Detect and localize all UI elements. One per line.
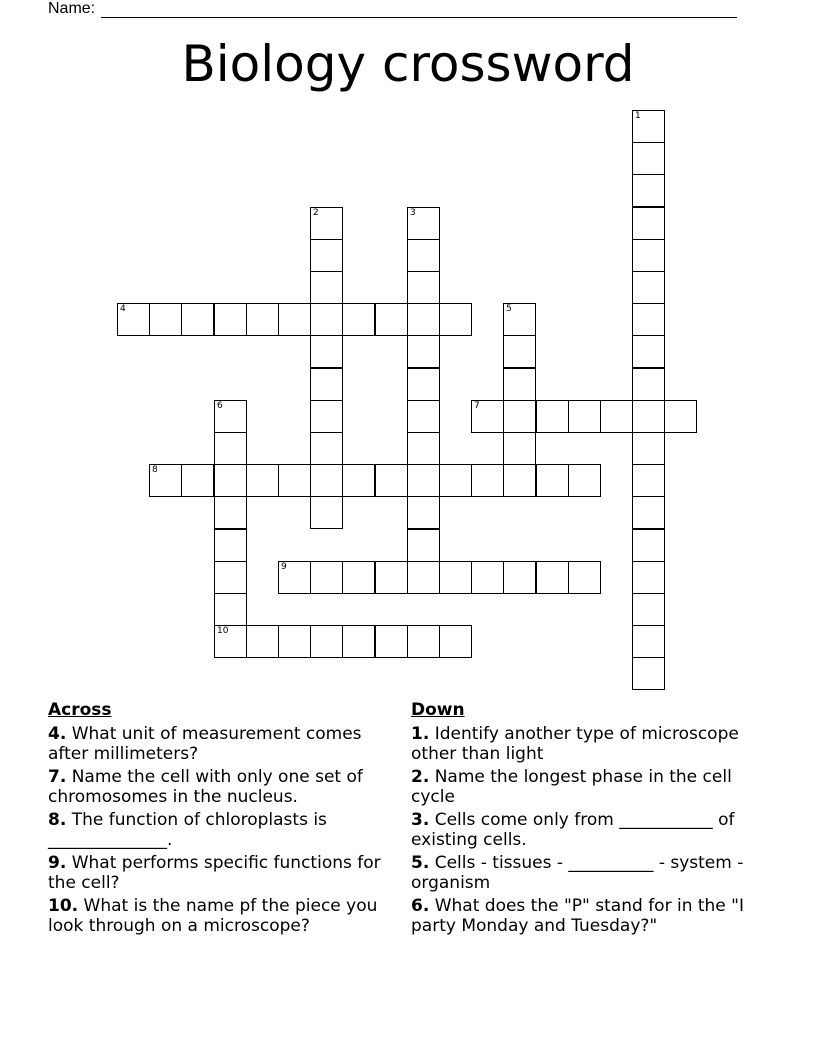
crossword-cell[interactable]: [278, 303, 311, 336]
crossword-cell[interactable]: [310, 432, 343, 465]
clue-across: 9. What performs specific functions for the cell?: [48, 853, 381, 893]
crossword-cell[interactable]: [149, 303, 182, 336]
crossword-cell[interactable]: [214, 593, 247, 626]
crossword-cell[interactable]: [310, 207, 343, 240]
clue-number: 1: [635, 111, 641, 121]
clue-number: 2: [313, 208, 319, 218]
crossword-cell[interactable]: [664, 400, 697, 433]
crossword-cell[interactable]: [407, 368, 440, 401]
crossword-cell[interactable]: [632, 625, 665, 658]
crossword-cell[interactable]: [632, 335, 665, 368]
crossword-cell[interactable]: [246, 303, 279, 336]
crossword-cell[interactable]: [632, 303, 665, 336]
crossword-cell[interactable]: [407, 271, 440, 304]
crossword-cell[interactable]: [181, 464, 214, 497]
crossword-cell[interactable]: [310, 625, 343, 658]
clue-across: 4. What unit of measurement comes after millimeters?: [48, 724, 362, 764]
crossword-cell[interactable]: [214, 529, 247, 562]
across-heading: Across: [48, 700, 112, 720]
clue-number: 10: [217, 626, 229, 636]
crossword-cell[interactable]: [407, 207, 440, 240]
crossword-cell[interactable]: [278, 625, 311, 658]
clue-across: 7. Name the cell with only one set of chromosomes in the nucleus.: [48, 767, 363, 807]
crossword-cell[interactable]: [632, 207, 665, 240]
crossword-cell[interactable]: [568, 464, 601, 497]
crossword-cell[interactable]: [246, 625, 279, 658]
crossword-cell[interactable]: [600, 400, 633, 433]
crossword-cell[interactable]: [407, 400, 440, 433]
crossword-cell[interactable]: [342, 303, 375, 336]
crossword-cell[interactable]: [407, 432, 440, 465]
crossword-cell[interactable]: [214, 464, 247, 497]
clue-number: 7: [474, 401, 480, 411]
crossword-cell[interactable]: [471, 561, 504, 594]
clue-down: 2. Name the longest phase in the cell cycle: [411, 767, 732, 807]
crossword-cell[interactable]: [632, 368, 665, 401]
crossword-cell[interactable]: [632, 529, 665, 562]
crossword-cell[interactable]: [407, 561, 440, 594]
crossword-cell[interactable]: [632, 174, 665, 207]
crossword-cell[interactable]: [375, 303, 408, 336]
crossword-cell[interactable]: [375, 464, 408, 497]
crossword-cell[interactable]: [310, 400, 343, 433]
crossword-cell[interactable]: [310, 368, 343, 401]
clue-number: 6: [217, 401, 223, 411]
crossword-cell[interactable]: [632, 464, 665, 497]
crossword-cell[interactable]: [536, 561, 569, 594]
crossword-cell[interactable]: [407, 464, 440, 497]
crossword-cell[interactable]: [214, 303, 247, 336]
crossword-cell[interactable]: [568, 400, 601, 433]
clue-across: 8. The function of chloroplasts is ______________.: [48, 810, 327, 850]
crossword-cell[interactable]: [632, 657, 665, 690]
crossword-cell[interactable]: [471, 400, 504, 433]
crossword-cell[interactable]: [632, 110, 665, 143]
crossword-cell[interactable]: [375, 561, 408, 594]
page-title: Biology crossword: [181, 35, 635, 93]
crossword-cell[interactable]: [471, 464, 504, 497]
crossword-cell[interactable]: [632, 593, 665, 626]
clue-number: 4: [120, 304, 126, 314]
crossword-cell[interactable]: [117, 303, 150, 336]
crossword-cell[interactable]: [310, 239, 343, 272]
crossword-cell[interactable]: [181, 303, 214, 336]
crossword-cell[interactable]: [439, 303, 472, 336]
clue-number: 9: [281, 562, 287, 572]
across-clues: [48, 700, 398, 939]
crossword-cell[interactable]: [342, 561, 375, 594]
crossword-cell[interactable]: [632, 239, 665, 272]
crossword-cell[interactable]: [278, 561, 311, 594]
down-clues: [411, 700, 761, 939]
crossword-cell[interactable]: [632, 432, 665, 465]
crossword-cell[interactable]: [310, 271, 343, 304]
crossword-cell[interactable]: [503, 368, 536, 401]
crossword-cell[interactable]: [310, 496, 343, 529]
clue-number: 5: [506, 304, 512, 314]
clue-down: 1. Identify another type of microscope other than light: [411, 724, 739, 764]
crossword-cell[interactable]: [214, 561, 247, 594]
crossword-cell[interactable]: [407, 303, 440, 336]
name-label: Name:: [48, 0, 96, 17]
crossword-cell[interactable]: [278, 464, 311, 497]
crossword-cell[interactable]: [439, 561, 472, 594]
crossword-cell[interactable]: [342, 464, 375, 497]
crossword-cell[interactable]: [342, 625, 375, 658]
crossword-cell[interactable]: [407, 529, 440, 562]
crossword-cell[interactable]: [439, 625, 472, 658]
crossword-cell[interactable]: [503, 464, 536, 497]
crossword-cell[interactable]: [536, 400, 569, 433]
crossword-cell[interactable]: [214, 496, 247, 529]
crossword-cell[interactable]: [568, 561, 601, 594]
clue-number: 8: [152, 465, 158, 475]
crossword-cell[interactable]: [632, 142, 665, 175]
crossword-cell[interactable]: [632, 271, 665, 304]
clue-down: 6. What does the "P" stand for in the "I party Monday and Tuesday?": [411, 896, 745, 936]
crossword-cell[interactable]: [503, 561, 536, 594]
clue-number: 3: [410, 208, 416, 218]
crossword-cell[interactable]: [214, 432, 247, 465]
clue-across: 10. What is the name pf the piece you look through on a microscope?: [48, 896, 378, 936]
crossword-cell[interactable]: [310, 303, 343, 336]
crossword-cell[interactable]: [310, 561, 343, 594]
crossword-cell[interactable]: [375, 625, 408, 658]
crossword-cell[interactable]: [407, 335, 440, 368]
crossword-cell[interactable]: [632, 561, 665, 594]
crossword-cell[interactable]: [149, 464, 182, 497]
crossword-cell[interactable]: [310, 335, 343, 368]
crossword-cell[interactable]: [214, 400, 247, 433]
crossword-cell[interactable]: [536, 464, 569, 497]
crossword-cell[interactable]: [503, 432, 536, 465]
crossword-cell[interactable]: [503, 303, 536, 336]
crossword-cell[interactable]: [407, 239, 440, 272]
crossword-cell[interactable]: [632, 400, 665, 433]
crossword-cell[interactable]: [246, 464, 279, 497]
crossword-cell[interactable]: [407, 625, 440, 658]
clue-down: 5. Cells - tissues - __________ - system - organism: [411, 853, 744, 893]
crossword-cell[interactable]: [439, 464, 472, 497]
crossword-cell[interactable]: [214, 625, 247, 658]
crossword-cell[interactable]: [632, 496, 665, 529]
crossword-cell[interactable]: [503, 335, 536, 368]
crossword-cell[interactable]: [407, 496, 440, 529]
down-heading: Down: [411, 700, 465, 720]
crossword-cell[interactable]: [503, 400, 536, 433]
crossword-cell[interactable]: [310, 464, 343, 497]
clue-down: 3. Cells come only from ___________ of existing cells.: [411, 810, 735, 850]
